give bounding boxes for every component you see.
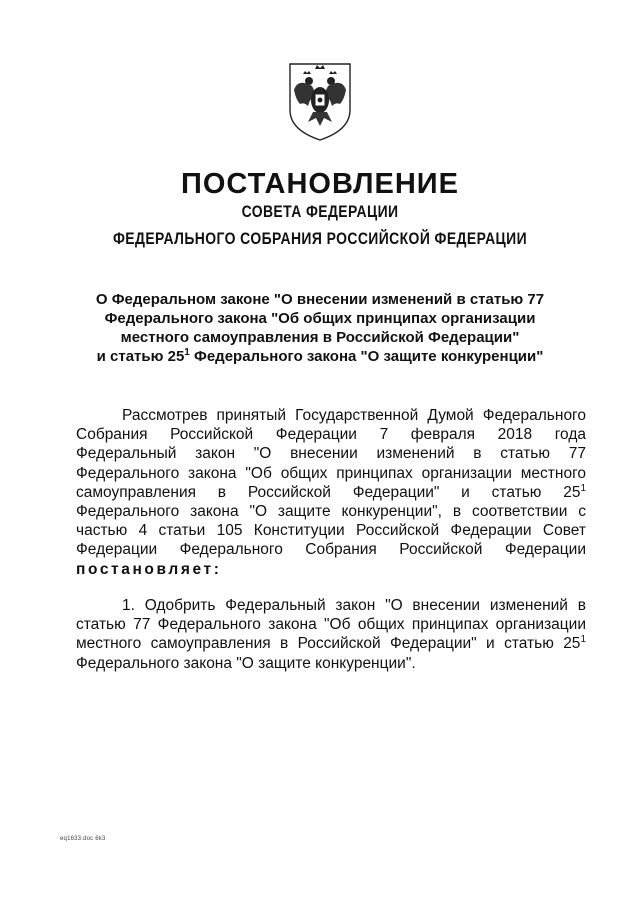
heading-line-text: Федерального закона "О защите конкуренции"	[189, 348, 544, 365]
paragraph-line: Федерального закона "Об общих принципах организации местного	[76, 464, 586, 482]
paragraph-line: частью 4 статьи 105 Конституции Российской Федерации Совет	[76, 522, 586, 540]
paragraph-line	[76, 483, 586, 502]
paragraph-line: статью 77 Федерального закона "Об общих принципах организации	[76, 616, 586, 634]
heading-line: местного самоуправления в Российской Федерации"	[120, 329, 520, 346]
heading-line-text: и статью 25	[96, 348, 185, 365]
paragraph-line: Федеральный закон "О внесении изменений в статью 77	[76, 445, 586, 463]
decision-paragraph	[76, 596, 586, 673]
heading-line	[60, 347, 580, 366]
superscript: 1	[580, 482, 586, 494]
document-subtitle-line1: СОВЕТА ФЕДЕРАЦИИ	[241, 202, 399, 221]
paragraph-line-text: самоуправления в Российской Федерации" и статью 25	[76, 483, 581, 501]
paragraph-line: Федерации Федерального Собрания Российской Федерации	[76, 541, 586, 559]
heading-line: Федерального закона "Об общих принципах организации	[104, 310, 536, 327]
superscript: 1	[184, 347, 190, 358]
paragraph-line: Федерального закона "О защите конкуренции".	[76, 654, 416, 672]
document-title: ПОСТАНОВЛЕНИЕ	[181, 168, 459, 200]
resolution-heading	[60, 290, 580, 366]
superscript: 1	[580, 634, 586, 646]
file-reference: eq1633.doc 6k3	[60, 836, 106, 842]
paragraph-line: Рассмотрев принятый Государственной Думой Федерального	[122, 407, 586, 424]
coat-of-arms-icon	[286, 60, 354, 142]
preamble-paragraph	[76, 406, 586, 579]
heading-line: О Федеральном законе "О внесении изменений в статью 77	[95, 291, 545, 308]
document-subtitle-line2: ФЕДЕРАЛЬНОГО СОБРАНИЯ РОССИЙСКОЙ ФЕДЕРАЦИИ	[112, 229, 528, 248]
paragraph-line	[76, 634, 586, 653]
paragraph-line-text: местного самоуправления в Российской Федерации" и статью 25	[76, 635, 581, 653]
paragraph-line: 1. Одобрить Федеральный закон "О внесении изменений в	[122, 597, 586, 614]
paragraph-line: Федерального закона "О защите конкуренции", в соответствии с	[76, 503, 586, 521]
resolves-word: постановляет:	[76, 560, 222, 578]
paragraph-line: Собрания Российской Федерации 7 февраля 2018 года	[76, 426, 586, 444]
